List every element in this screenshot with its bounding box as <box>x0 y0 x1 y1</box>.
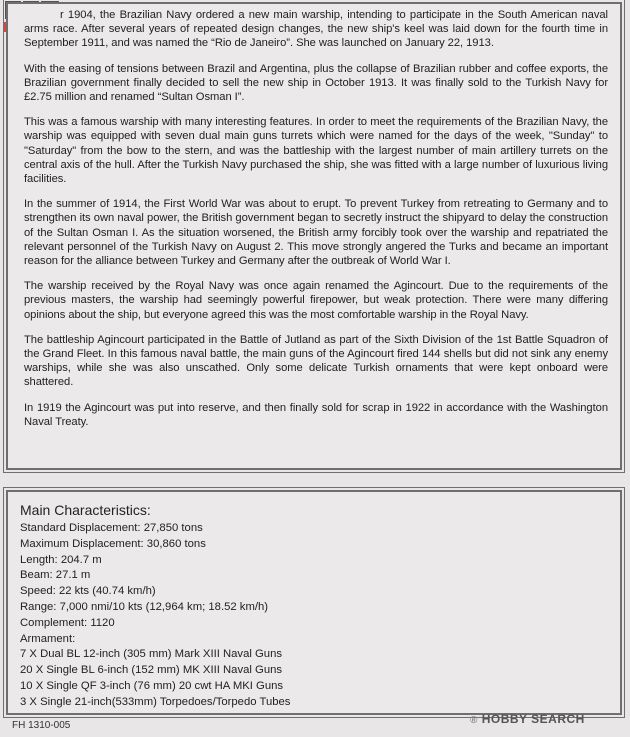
history-paragraph-1: r 1904, the Brazilian Navy ordered a new main warship, intending to participate in the South American naval arms race. After several years of repeated design changes, the new ship's keel was laid down for the fourth time in September 1911, and was named the “Rio de Janeiro”. She was launched on January 22, 1913. <box>24 9 608 50</box>
spec-line: Length: 204.7 m <box>20 553 102 566</box>
specs-title: Main Characteristics: <box>20 502 151 518</box>
watermark-brand <box>470 712 585 726</box>
spec-line: Maximum Displacement: 30,860 tons <box>20 537 206 550</box>
spec-line: Beam: 27.1 m <box>20 569 91 582</box>
brand-name: HOBBY SEARCH <box>481 712 585 726</box>
spec-line: Armament: <box>20 632 76 645</box>
product-code: FH 1310-005 <box>12 720 71 731</box>
history-paragraph-7: In 1919 the Agincourt was put into reserve, and then finally sold for scrap in 1922 in accordance with the Washington Naval Treaty. <box>24 401 608 428</box>
spec-line: 10 X Single QF 3-inch (76 mm) 20 cwt HA MKI Guns <box>20 679 284 692</box>
history-paragraph-2: With the easing of tensions between Brazil and Argentina, plus the collapse of Brazilian rubber and coffee exports, the Brazilian government finally decided to sell the new ship in October 1913. It was finally sold to the Turkish Navy for £2.75 million and renamed “Sultan Osman I”. <box>24 62 608 104</box>
spec-line: Standard Displacement: 27,850 tons <box>20 522 203 534</box>
spec-line: Complement: 1120 <box>20 616 115 629</box>
history-paragraph-5: The warship received by the Royal Navy was once again renamed the Agincourt. Due to the requirements of the previous masters, the warship had seemingly powerful firepower, but weak protection. There were many differing opinions about the ship, but everyone agreed this was the most comfortable warship in the Royal Navy. <box>24 280 608 321</box>
history-panel <box>6 2 622 470</box>
history-paragraph-6: The battleship Agincourt participated in the Battle of Jutland as part of the Sixth Division of the 1st Battle Squadron of the Grand Fleet. In this famous naval battle, the main guns of the Agincourt fired 144 shells but did not sink any enemy warships, while she was also unscathed. Only some delicate Turkish ornaments that were kept onboard were shattered. <box>24 333 608 389</box>
history-paragraph-3: This was a famous warship with many interesting features. In order to meet the requirements of the Brazilian Navy, the warship was equipped with seven dual main guns turrets which were named for the days of the week, "Sunday" to "Saturday" from the bow to the stern, and was the battleship with the largest number of main artillery turrets on the central axis of the hull. After the Turkish Navy purchased the ship, she was fitted with a large number of luxurious living facilities. <box>24 116 608 186</box>
specs-panel <box>6 490 622 715</box>
spec-line: Range: 7,000 nmi/10 kts (12,964 km; 18.52 km/h) <box>20 600 269 613</box>
spec-line: 3 X Single 21-inch(533mm) Torpedoes/Torpedo Tubes <box>20 695 291 708</box>
spec-line: Speed: 22 kts (40.74 km/h) <box>20 585 156 598</box>
spec-line: 20 X Single BL 6-inch (152 mm) MK XIII Naval Guns <box>20 664 283 677</box>
registered-mark: ® <box>470 715 478 726</box>
spec-line: 7 X Dual BL 12-inch (305 mm) Mark XIII Naval Guns <box>20 648 283 661</box>
history-paragraph-4: In the summer of 1914, the First World War was about to erupt. To prevent Turkey from retreating to Germany and to strengthen its own naval power, the British government began to secretly instruct the shipyard to delay the construction of the Sultan Osman I. As the situation worsened, the British army forcibly took over the warship and repatriated the relevant personnel of the Turkish Navy on August 2. This move strongly angered the Turks and became an important reason for the alliance between Turkey and Germany after the outbreak of World War I. <box>24 198 608 268</box>
